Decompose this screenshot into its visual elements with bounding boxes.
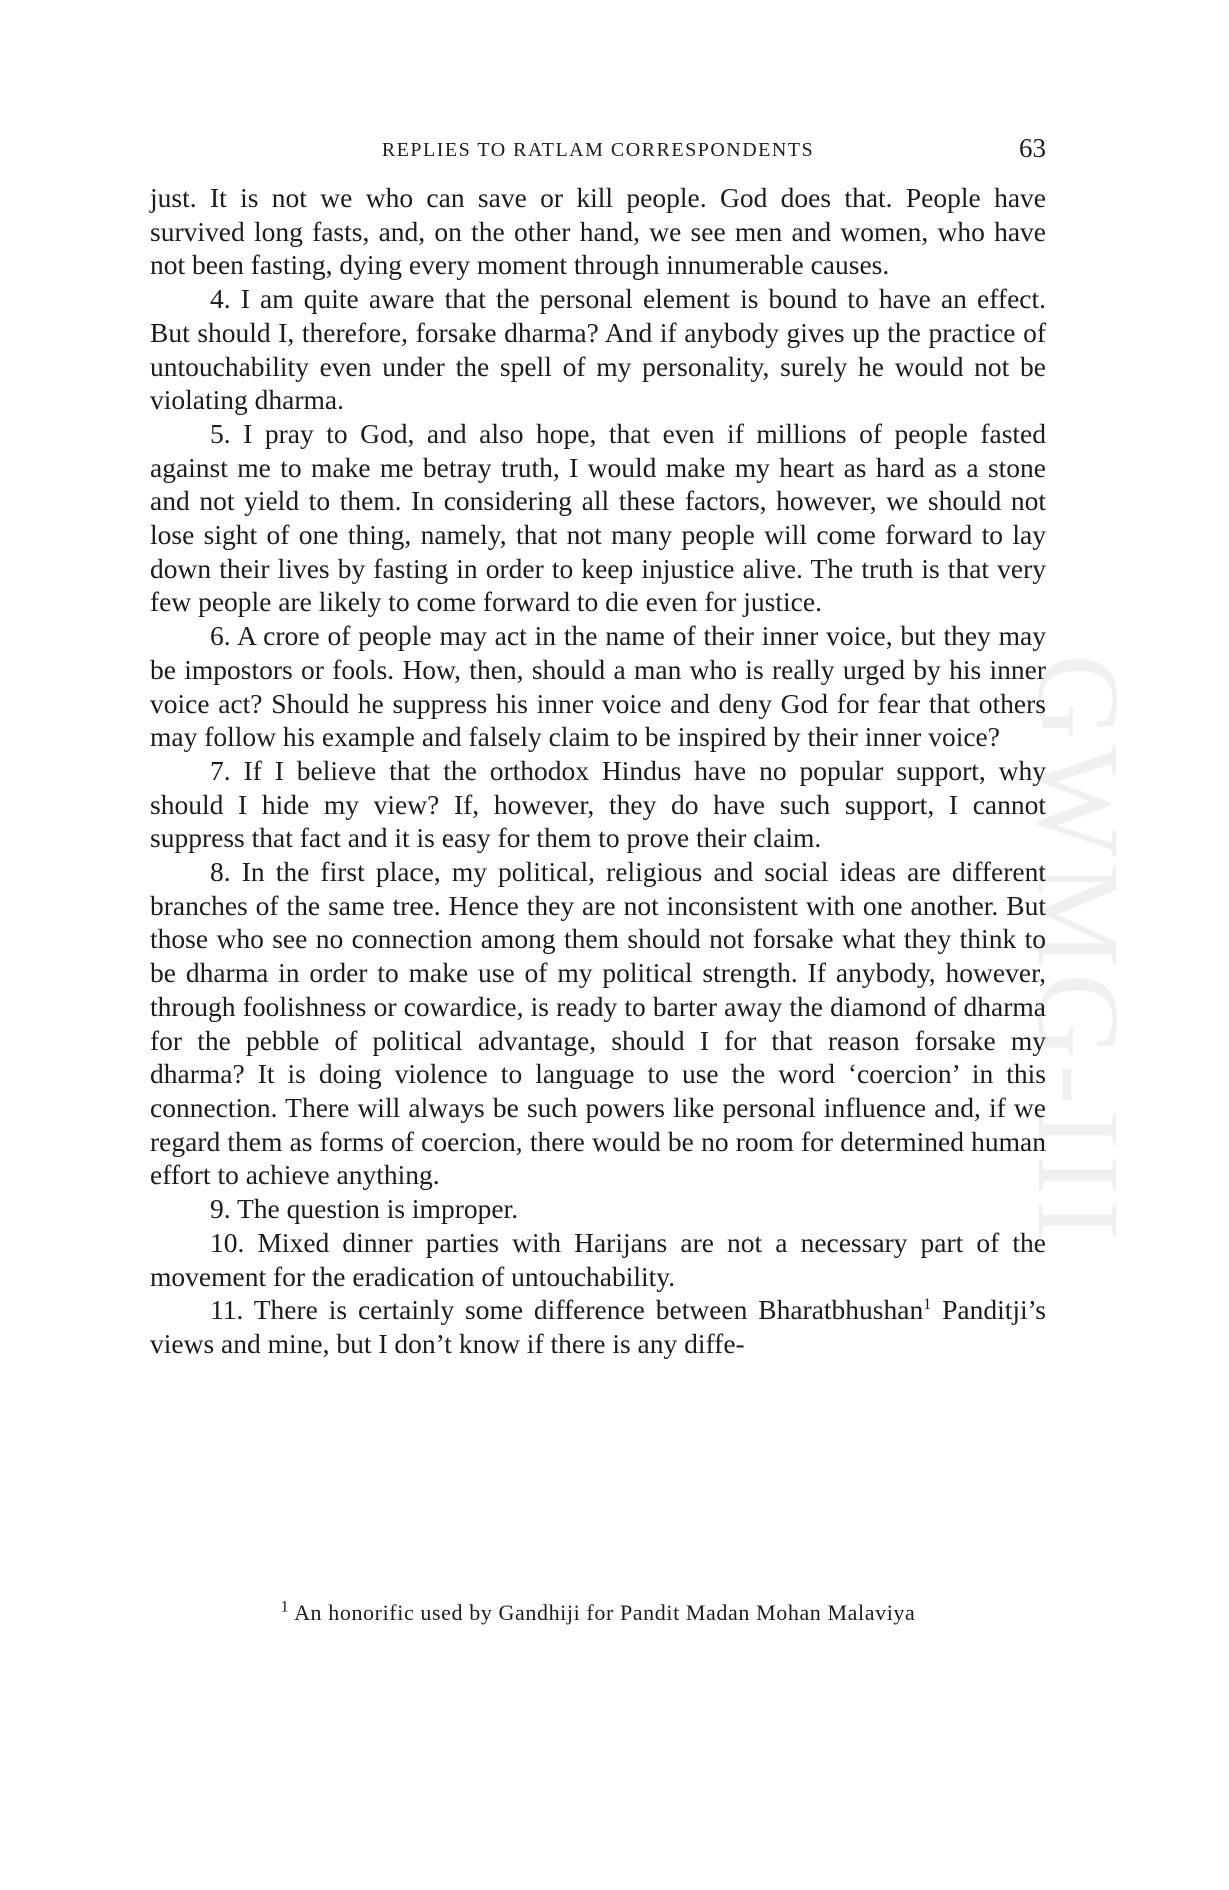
footnote-marker: 1 <box>280 1598 290 1616</box>
paragraph: 10. Mixed dinner parties with Harijans are not a necessary part of the movement for the eradication of untouchability. <box>150 1226 1046 1292</box>
paragraph-text: 11. There is certainly some difference between Bharatbhushan <box>210 1294 924 1326</box>
paragraph-text: Panditji’s views and mine, but I don’t know if there is any diffe- <box>150 1294 1046 1359</box>
page-number: 63 <box>1019 133 1046 163</box>
paragraph: just. It is not we who can save or kill people. God does that. People have survived long fasts, and, on the other hand, we see men and women, who have not been fasting, dying every moment through innumerable causes. <box>150 182 1046 281</box>
running-title: REPLIES TO RATLAM CORRESPONDENTS <box>381 139 815 161</box>
footnote-reference[interactable]: 1 <box>923 1296 932 1314</box>
paragraph: 5. I pray to God, and also hope, that even if millions of people fasted against me to make me betray truth, I would make my heart as hard as a stone and not yield to them. In considering all these factors, however, we should not lose sight of one thing, namely, that not many people will come forward to lay down their lives by fasting in order to keep injustice alive. The truth is that very few people are likely to come forward to die even for justice. <box>150 417 1046 618</box>
paragraph: 9. The question is improper. <box>210 1193 519 1225</box>
footnote <box>150 1600 1046 1626</box>
footnote-text: An honorific used by Gandhiji for Pandit Madan Mohan Malaviya <box>289 1600 916 1625</box>
paragraph-last <box>150 1293 1046 1360</box>
watermark-text: GWMG-III <box>1013 654 1144 1246</box>
paragraph: 6. A crore of people may act in the name of their inner voice, but they may be impostors or fools. How, then, should a man who is really urged by his inner voice act? Should he suppress his inner voice and deny God for fear that others may follow his example and falsely claim to be inspired by their inner voice? <box>150 620 1046 753</box>
paragraph: 7. If I believe that the orthodox Hindus have no popular support, why should I hide my view? If, however, they do have such support, I cannot suppress that fact and it is easy for them to prove their claim. <box>150 754 1046 854</box>
running-header <box>150 133 1046 169</box>
paragraph: 4. I am quite aware that the personal element is bound to have an effect. But should I, therefore, forsake dharma? And if anybody gives up the practice of untouchability even under the spell of my personality, surely he would not be violating dharma. <box>150 283 1046 416</box>
paragraph: 8. In the first place, my political, religious and social ideas are different branches of the same tree. Hence they are not inconsistent with one another. But those who see no connection among them should not forsake what they think to be dharma in order to make use of my political strength. If anybody, however, through foolishness or cowardice, is ready to barter away the diamond of dharma for the pebble of political advantage, should I for that reason forsake my dharma? It is doing violence to language to use the word ‘coercion’ in this connection. There will always be such powers like personal influence and, if we regard them as forms of coercion, there would be no room for determined human effort to achieve anything. <box>150 856 1046 1191</box>
body-text <box>150 181 1046 1361</box>
